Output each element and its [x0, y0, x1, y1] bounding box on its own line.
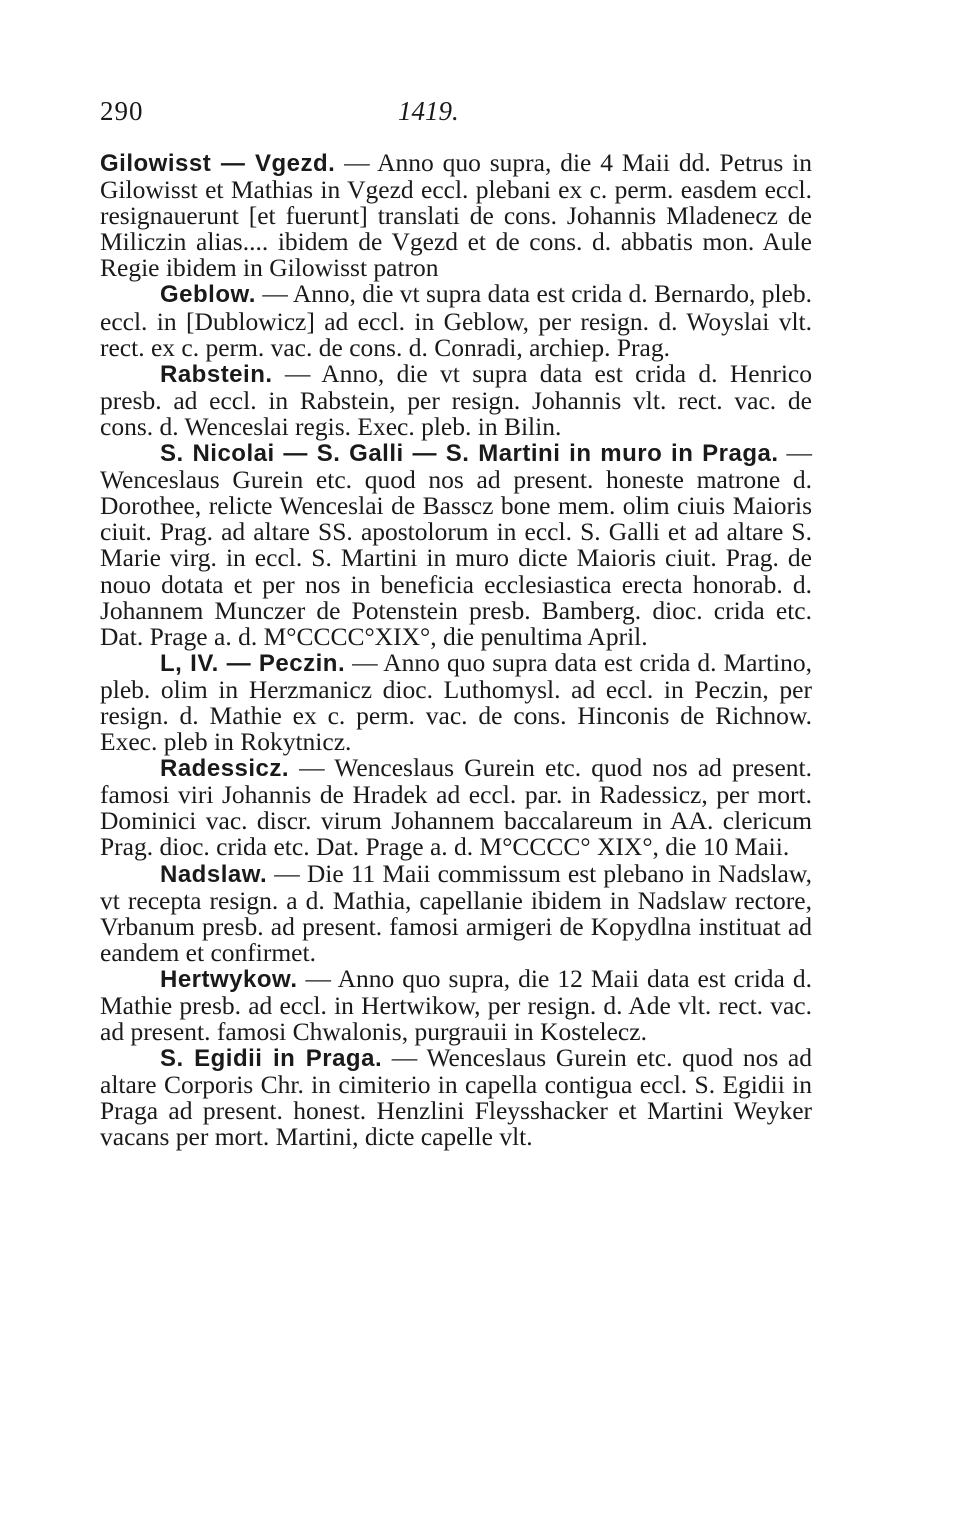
- entry-text: — Anno, die vt supra data est crida d. Bernardo, pleb. eccl. in [Dublowicz] ad eccl. in Geblow, per resign. d. Woyslai vlt. rect. ex c. perm. vac. de cons. d. Conradi, archiep. Prag.: [100, 279, 812, 362]
- entry-heading: Gilowisst — Vgezd.: [100, 150, 336, 177]
- entry-text: — Die 11 Maii commissum est plebano in Nadslaw, vt recepta resign. a d. Mathia, capellanie ibidem in Nadslaw rectore, Vrbanum presb. ad present. famosi armigeri de Kopydlna instituat ad eandem et confirmet.: [100, 858, 812, 967]
- entry-text: — Anno quo supra, die 12 Maii data est crida d. Mathie presb. ad eccl. in Hertwikow, per resign. d. Ade vlt. rect. vac. ad present. famosi Chwalonis, purgrauii in Kostelecz.: [100, 963, 812, 1047]
- entry-text: — Anno quo supra data est crida d. Martino, pleb. olim in Herzmanicz dioc. Luthomysl. ad eccl. in Peczin, per resign. d. Mathie ex c. perm. vac. de cons. Hinconis de Richnow. Exec. pleb in Rokytnicz.: [100, 647, 813, 757]
- entry-radessicz: [100, 755, 812, 860]
- entry-text: — Wenceslaus Gurein etc. quod nos ad altare Corporis Chr. in cimiterio in capella contigua eccl. S. Egidii in Praga ad present. honest. Henzlini Fleysshacker et Martini Weyker vacans per mort. Martini, dicte capelle vlt.: [100, 1043, 812, 1152]
- entry-heading: Hertwykow.: [160, 965, 298, 993]
- page-header: [100, 96, 812, 136]
- entry-heading: Radessicz.: [160, 755, 290, 783]
- page-number: 290: [100, 96, 144, 126]
- entry-heading: Geblow.: [160, 281, 256, 309]
- entry-s-egidii: [100, 1045, 812, 1150]
- entry-nadslaw: [100, 858, 812, 967]
- entry-hertwykow: [100, 963, 812, 1047]
- entry-heading: Nadslaw.: [160, 860, 268, 888]
- entry-geblow: [100, 281, 812, 360]
- entry-heading: S. Nicolai — S. Galli — S. Martini in muro in Praga.: [160, 440, 779, 468]
- entry-gilowisst: [100, 150, 812, 281]
- entry-text: — Wenceslaus Gurein etc. quod nos ad present. honeste matrone d. Dorothee, relicte Wenceslai de Basscz bone mem. olim ciuis Maioris ciuit. Prag. ad altare SS. apostolorum in eccl. S. Galli et ad altare S. Marie virg. in eccl. S. Martini in muro dicte Maioris ciuit. Prag. de nouo dotata et per nos in beneficia ecclesiastica erecta honorab. d. Johannem Munczer de Potenstein presb. Bamberg. dioc. crida etc. Dat. Prage a. d. M°CCCC°XIX°, die penultima April.: [100, 438, 813, 651]
- entry-s-nicolai: [100, 440, 812, 650]
- page-body: [100, 150, 812, 1151]
- entry-text: — Anno, die vt supra data est crida d. Henrico presb. ad eccl. in Rabstein, per resign. Johannis vlt. rect. vac. de cons. d. Wenceslai regis. Exec. pleb. in Bilin.: [100, 358, 812, 441]
- entry-heading: Rabstein.: [160, 360, 273, 388]
- running-head-year: 1419.: [398, 96, 459, 126]
- entry-heading: S. Egidii in Praga.: [160, 1045, 383, 1073]
- entry-rabstein: [100, 358, 812, 441]
- entry-heading: L, IV. — Peczin.: [160, 649, 346, 677]
- entry-text: — Anno quo supra, die 4 Maii dd. Petrus in Gilowisst et Mathias in Vgezd eccl. plebani ex c. perm. easdem eccl. resignauerunt [et fuerunt] translati de cons. Johannis Mladenecz de Miliczin alias.... ibidem de Vgezd et de cons. d. abbatis mon. Aule Regie ibidem in Gilowisst patron: [100, 148, 812, 283]
- entry-peczin: [100, 647, 813, 757]
- entry-text: — Wenceslaus Gurein etc. quod nos ad present. famosi viri Johannis de Hradek ad eccl. par. in Radessicz, per mort. Dominici vac. discr. virum Johannem baccalareum in AA. clericum Prag. dioc. crida etc. Dat. Prage a. d. M°CCCC° XIX°, die 10 Maii.: [100, 753, 812, 862]
